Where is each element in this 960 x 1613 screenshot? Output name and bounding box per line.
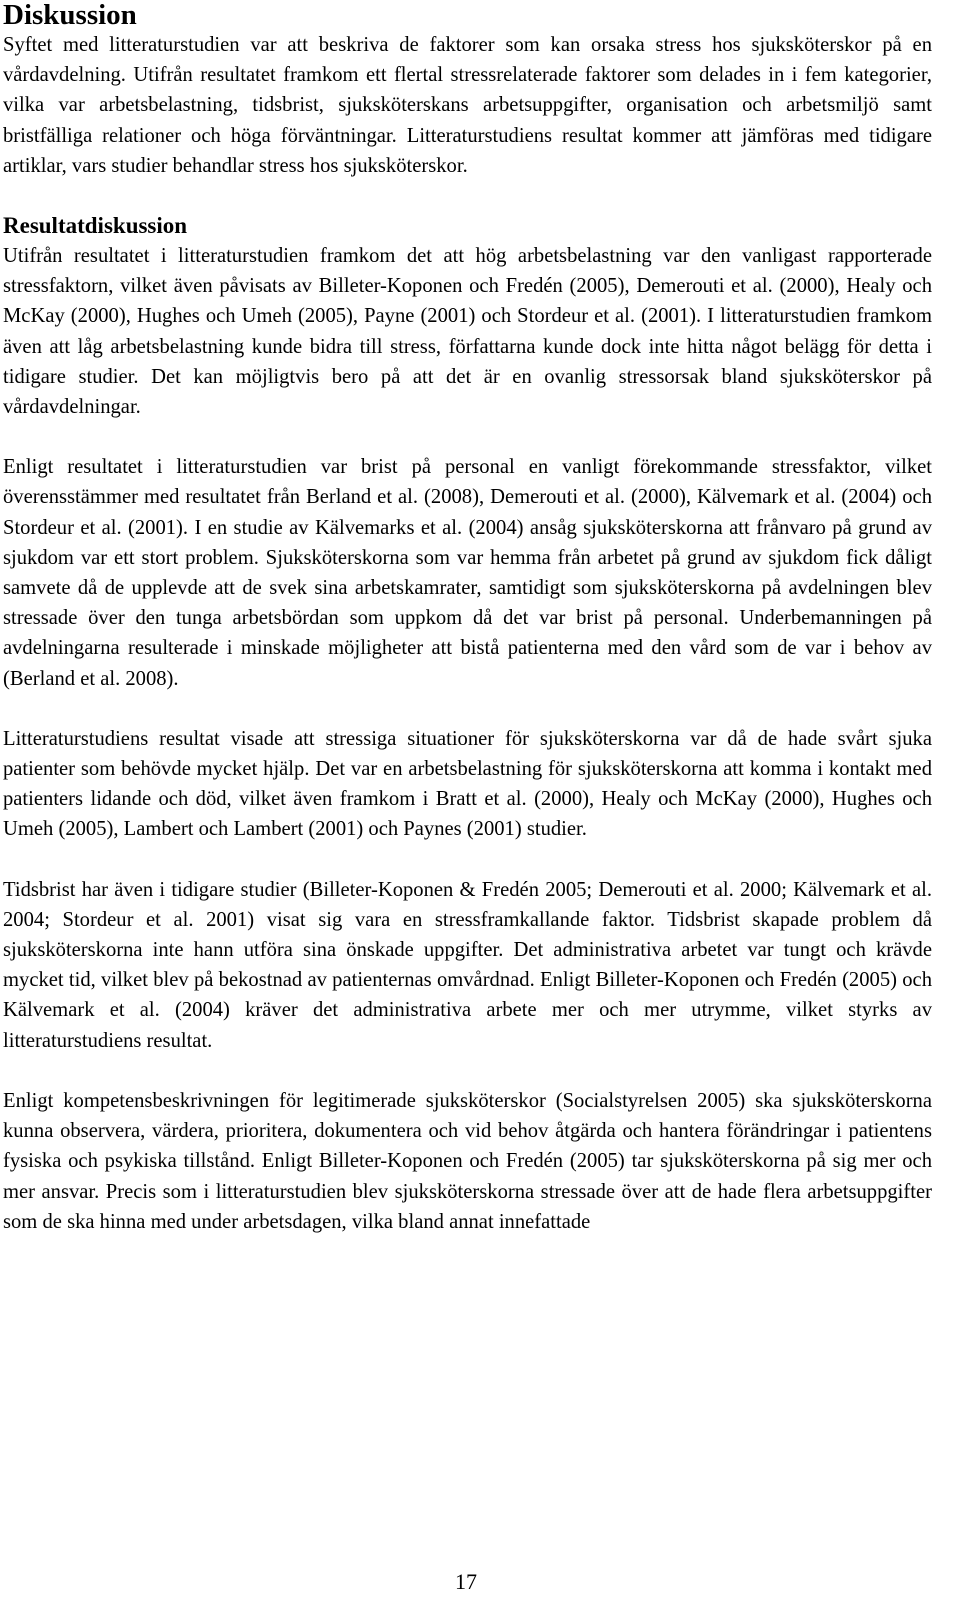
body-paragraph-2: Enligt resultatet i litteraturstudien var brist på personal en vanligt förekommande stressfaktor, vilket överensstämmer med resultatet från Berland et al. (2008), Demerouti et al. (2000), Kälvemark et al. (2004) och Stordeur et al. (2001). I en studie av Kälvemarks et al. (2004) ansåg sjuksköterskorna att frånvaro på grund av sjukdom var ett stort problem. Sjuksköterskorna som var hemma från arbetet på grund av sjukdom fick dåligt samvete då de upplevde att de svek sina arbetskamrater, samtidigt som sjuksköterskorna på avdelningen blev stressade över den tunga arbetsbördan som uppkom då det var brist på personal. Underbemanningen på avdelningarna resulterade i minskade möjligheter att bistå patienterna med den vård som de var i behov av (Berland et al. 2008).: [3, 456, 932, 690]
body-paragraph-4: Tidsbrist har även i tidigare studier (Billeter-Koponen & Fredén 2005; Demerouti et al. 2000; Kälvemark et al. 2004; Stordeur et al. 2001) visat sig vara en stressframkallande faktor. Tidsbrist skapade problem då sjuksköterskorna inte hann utföra sina önskade uppgifter. Det administrativa arbetet var tungt och krävde mycket tid, vilket blev på bekostnad av patienternas omvårdnad. Enligt Billeter-Koponen och Fredén (2005) och Kälvemark et al. (2004) kräver det administrativa arbete mer och mer utrymme, vilket styrks av litteraturstudiens resultat.: [3, 878, 932, 1052]
paragraph-gap: [3, 694, 932, 724]
intro-paragraph: Syftet med litteraturstudien var att beskriva de faktorer som kan orsaka stress hos sjuksköterskor på en vårdavdelning. Utifrån resultatet framkom ett flertal stressrelaterade faktorer som delades in i fem kategorier, vilka var arbetsbelastning, tidsbrist, sjuksköterskans arbetsuppgifter, organisation och arbetsmiljö samt bristfälliga relationer och höga förväntningar. Litteraturstudiens resultat kommer att jämföras med tidigare artiklar, vars studier behandlar stress hos sjuksköterskor.: [3, 34, 932, 177]
body-paragraph-5: Enligt kompetensbeskrivningen för legitimerade sjuksköterskor (Socialstyrelsen 2005) ska sjuksköterskorna kunna observera, värdera, prioritera, dokumentera och vid behov åtgärda och hantera förändringar i patientens fysiska och psykiska tillstånd. Enligt Billeter-Koponen och Fredén (2005) tar sjuksköterskorna på sig mer och mer ansvar. Precis som i litteraturstudien blev sjuksköterskorna stressade över att de hade flera arbetsuppgifter som de ska hinna med under arbetsdagen, vilka bland annat innefattade: [3, 1089, 932, 1233]
paragraph-gap: [3, 422, 932, 452]
body-paragraph-3: Litteraturstudiens resultat visade att stressiga situationer för sjuksköterskorna var då de hade svårt sjuka patienter som behövde mycket hjälp. Det var en arbetsbelastning för sjuksköterskorna att komma i kontakt med patienters lidande och död, vilket även framkom i Bratt et al. (2000), Healy och McKay (2000), Hughes och Umeh (2005), Lambert och Lambert (2001) och Paynes (2001) studier.: [3, 727, 932, 841]
section-heading: Diskussion: [3, 0, 137, 31]
paragraph-gap: [3, 181, 932, 211]
page-number: 17: [455, 1569, 477, 1594]
document-page: [3, 0, 932, 1237]
paragraph-gap: [3, 1056, 932, 1086]
subsection-heading: Resultatdiskussion: [3, 213, 188, 239]
paragraph-gap: [3, 845, 932, 875]
body-paragraph-1: Utifrån resultatet i litteraturstudien framkom det att hög arbetsbelastning var den vanligast rapporterade stressfaktorn, vilket även påvisats av Billeter-Koponen och Fredén (2005), Demerouti et al. (2000), Healy och McKay (2000), Hughes och Umeh (2005), Payne (2001) och Stordeur et al. (2001). I litteraturstudien framkom även att låg arbetsbelastning kunde bidra till stress, författarna kunde dock inte hitta något belägg för detta i tidigare studier. Det kan möjligtvis bero på att det är en ovanlig stressorsak bland sjuksköterskor på vårdavdelningar.: [3, 245, 932, 419]
